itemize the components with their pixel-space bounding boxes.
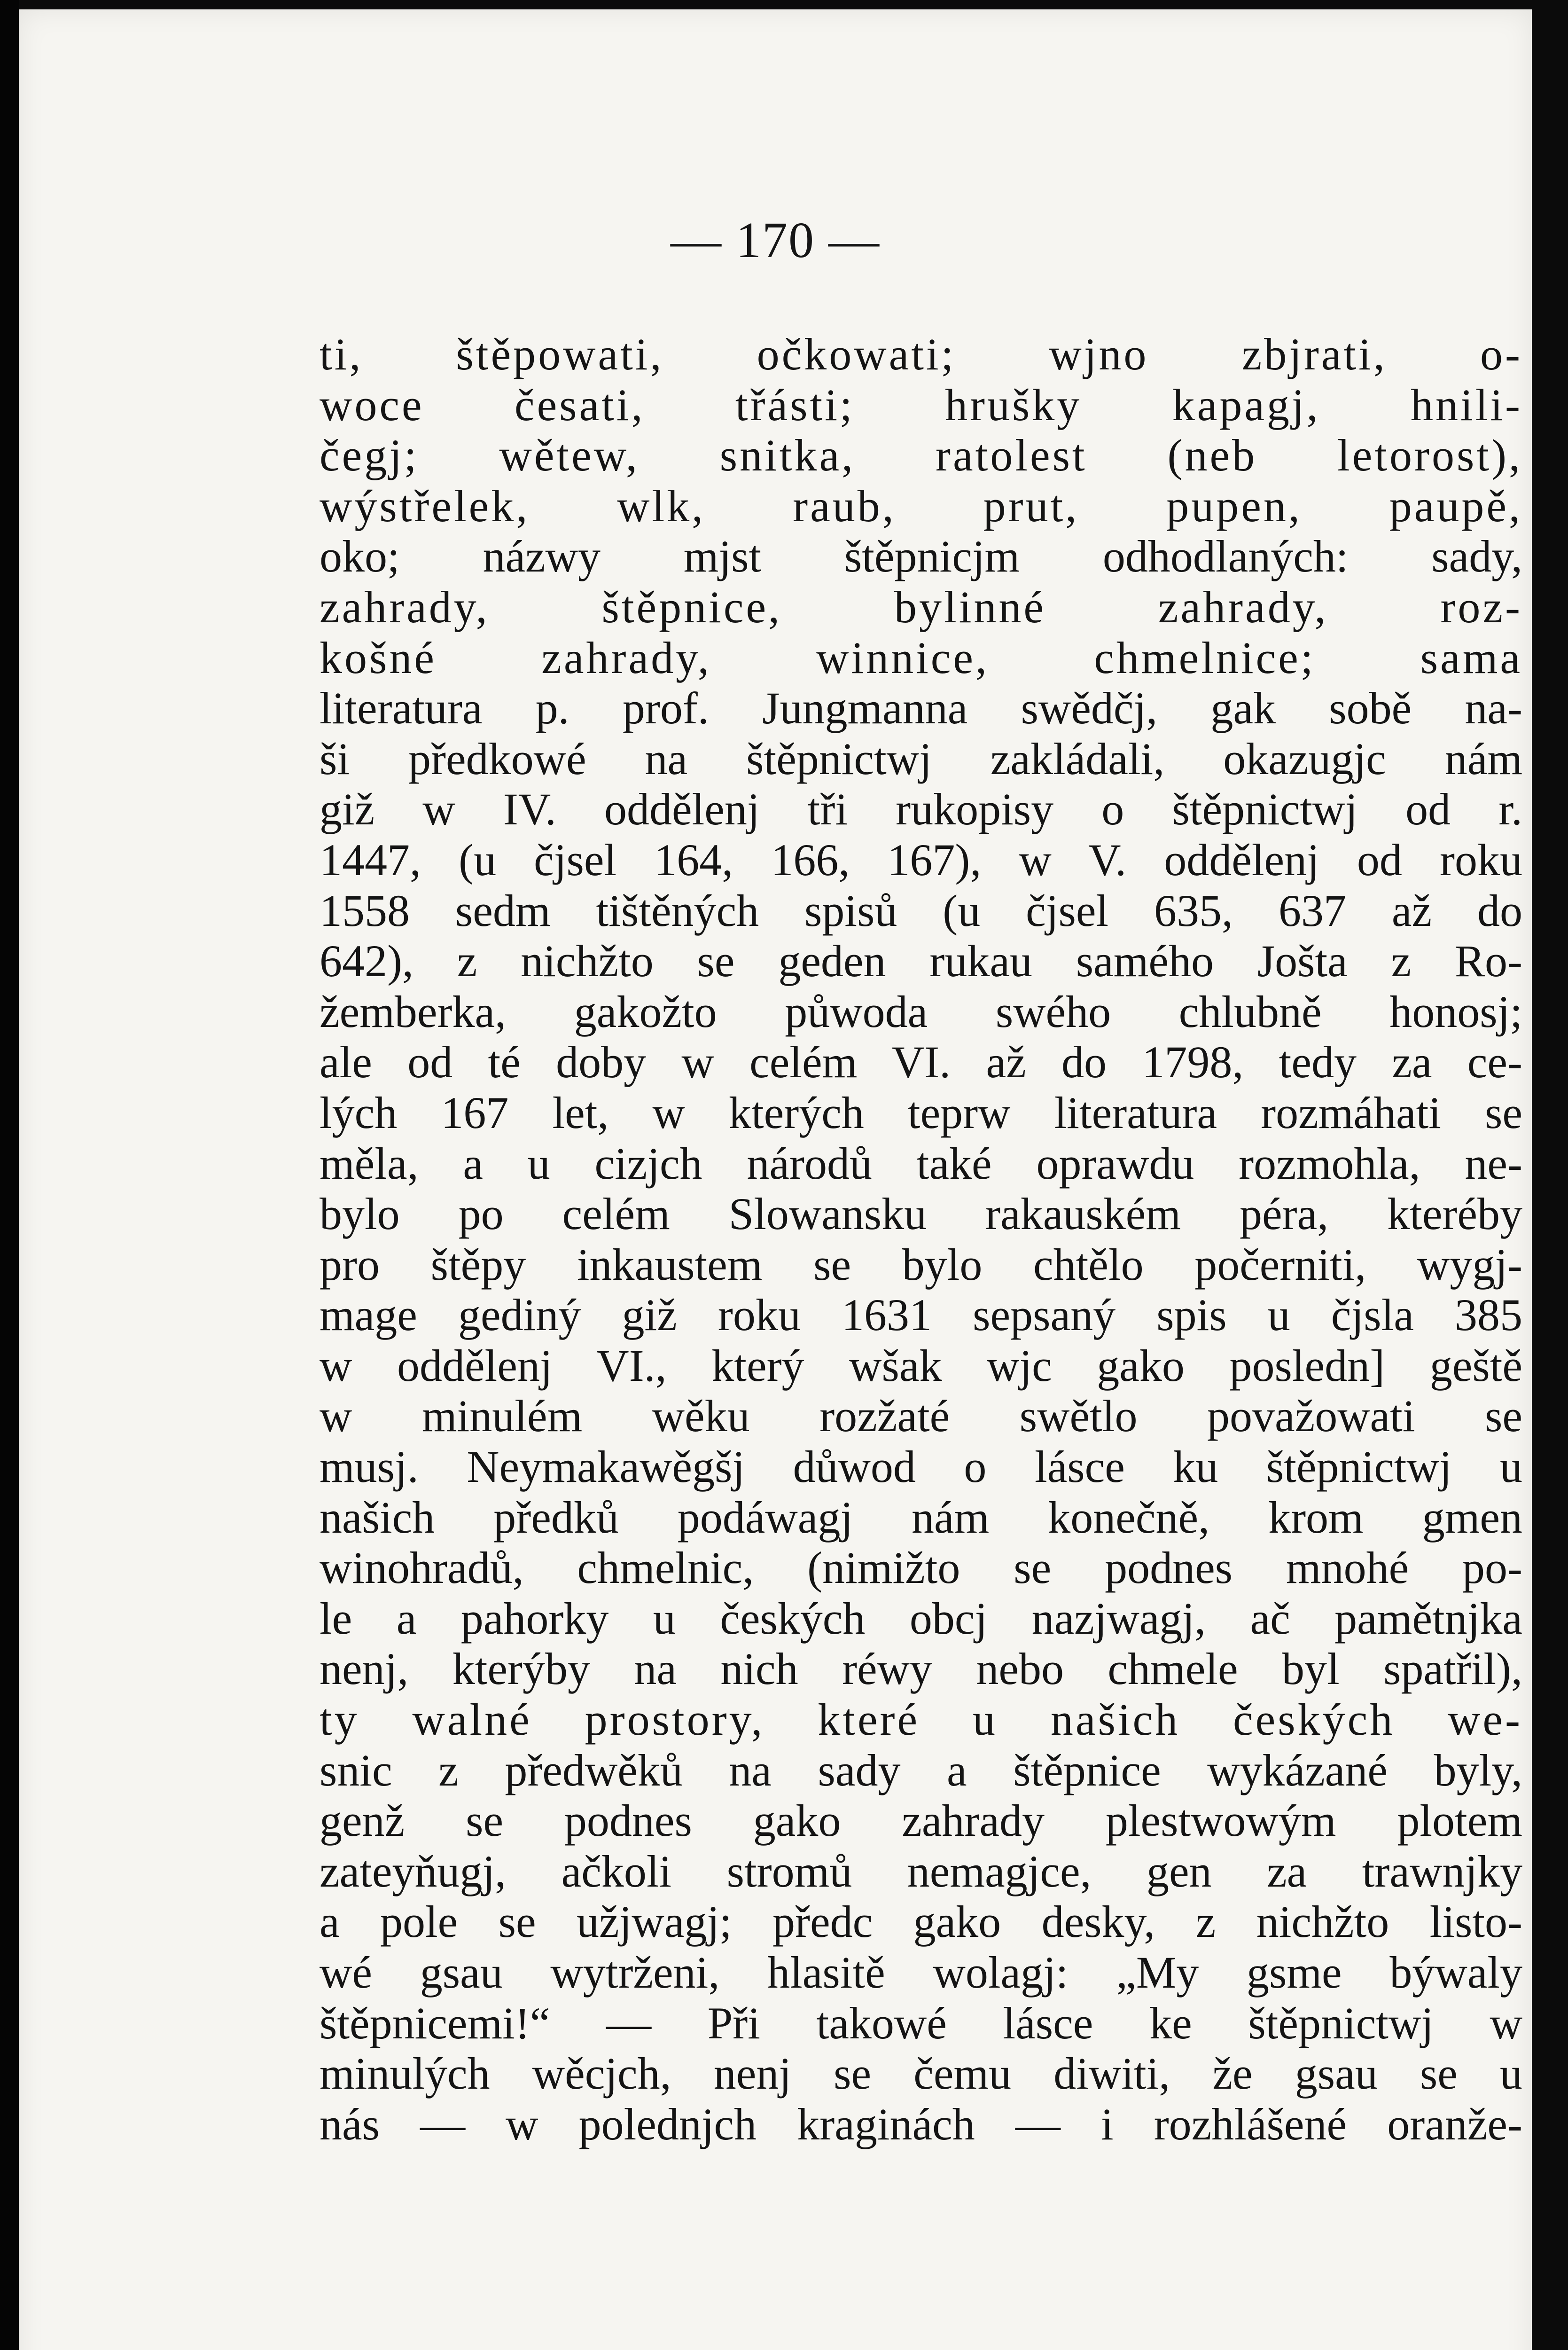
text-line: bylo po celém Slowansku rakauském péra, kteréby xyxy=(320,1189,1522,1239)
text-line: giž w IV. oddělenj tři rukopisy o štěpnictwj od r. xyxy=(320,784,1522,835)
text-line: ti, štěpowati, očkowati; wjno zbjrati, o- xyxy=(320,329,1522,379)
text-line: lých 167 let, w kterých teprw literatura rozmáhati se xyxy=(320,1087,1522,1138)
text-line: wýstřelek, wlk, raub, prut, pupen, paupě, xyxy=(320,480,1522,531)
text-line: oko; názwy mjst štěpnicjm odhodlaných: sady, xyxy=(320,531,1522,582)
text-line: zahrady, štěpnice, bylinné zahrady, roz- xyxy=(320,581,1522,632)
text-line: ty walné prostory, které u našich českých we- xyxy=(320,1694,1522,1745)
text-line: štěpnicemi!“ — Při takowé lásce ke štěpnictwj w xyxy=(320,1998,1522,2048)
text-line: košné zahrady, winnice, chmelnice; sama xyxy=(320,632,1522,683)
text-line: pro štěpy inkaustem se bylo chtělo počerniti, wygj- xyxy=(320,1239,1522,1290)
text-line: zateyňugj, ačkoli stromů nemagjce, gen za trawnjky xyxy=(320,1846,1522,1896)
text-line: snic z předwěků na sady a štěpnice wykázané byly, xyxy=(320,1745,1522,1795)
text-line: ši předkowé na štěpnictwj zakládali, okazugjc nám xyxy=(320,733,1522,784)
text-line: nenj, kterýby na nich réwy nebo chmele byl spatřil), xyxy=(320,1644,1522,1694)
text-line: ale od té doby w celém VI. až do 1798, tedy za ce- xyxy=(320,1037,1522,1088)
text-line: woce česati, třásti; hrušky kapagj, hnili- xyxy=(320,379,1522,430)
page-number: — 170 — xyxy=(671,212,880,268)
text-line: našich předků podáwagj nám konečně, krom gmen xyxy=(320,1492,1522,1543)
book-page xyxy=(19,9,1532,2350)
text-line: genž se podnes gako zahrady plestwowým plotem xyxy=(320,1795,1522,1846)
text-line: minulých wěcjch, nenj se čemu diwiti, že gsau se u xyxy=(320,2048,1522,2099)
text-line: čegj; wětew, snitka, ratolest (neb letorost), xyxy=(320,430,1522,481)
text-line: mage gediný giž roku 1631 sepsaný spis u čjsla 385 xyxy=(320,1290,1522,1340)
text-line: w oddělenj VI., který wšak wjc gako posledn] geště xyxy=(320,1340,1522,1391)
text-line: 642), z nichžto se geden rukau samého Jošta z Ro- xyxy=(320,936,1522,987)
text-line: žemberka, gakožto půwoda swého chlubně honosj; xyxy=(320,986,1522,1037)
text-line: literatura p. prof. Jungmanna swědčj, gak sobě na- xyxy=(320,683,1522,734)
scan-edge xyxy=(0,0,19,2350)
text-line: 1447, (u čjsel 164, 166, 167), w V. oddělenj od roku xyxy=(320,834,1522,885)
text-line: 1558 sedm tištěných spisů (u čjsel 635, 637 až do xyxy=(320,885,1522,936)
text-line: nás — w polednjch kraginách — i rozhlášené oranže- xyxy=(320,2099,1522,2149)
text-line: musj. Neymakawěgšj důwod o lásce ku štěpnictwj u xyxy=(320,1441,1522,1492)
text-line: a pole se užjwagj; předc gako desky, z nichžto listo- xyxy=(320,1896,1522,1947)
text-line: winohradů, chmelnic, (nimižto se podnes mnohé po- xyxy=(320,1543,1522,1593)
text-line: le a pahorky u českých obcj nazjwagj, ač pamětnjka xyxy=(320,1593,1522,1644)
text-line: měla, a u cizjch národů také oprawdu rozmohla, ne- xyxy=(320,1138,1522,1189)
body-text xyxy=(320,329,1522,2149)
text-line: w minulém wěku rozžaté swětlo považowati se xyxy=(320,1391,1522,1441)
text-line: wé gsau wytrženi, hlasitě wolagj: „My gsme býwaly xyxy=(320,1947,1522,1998)
